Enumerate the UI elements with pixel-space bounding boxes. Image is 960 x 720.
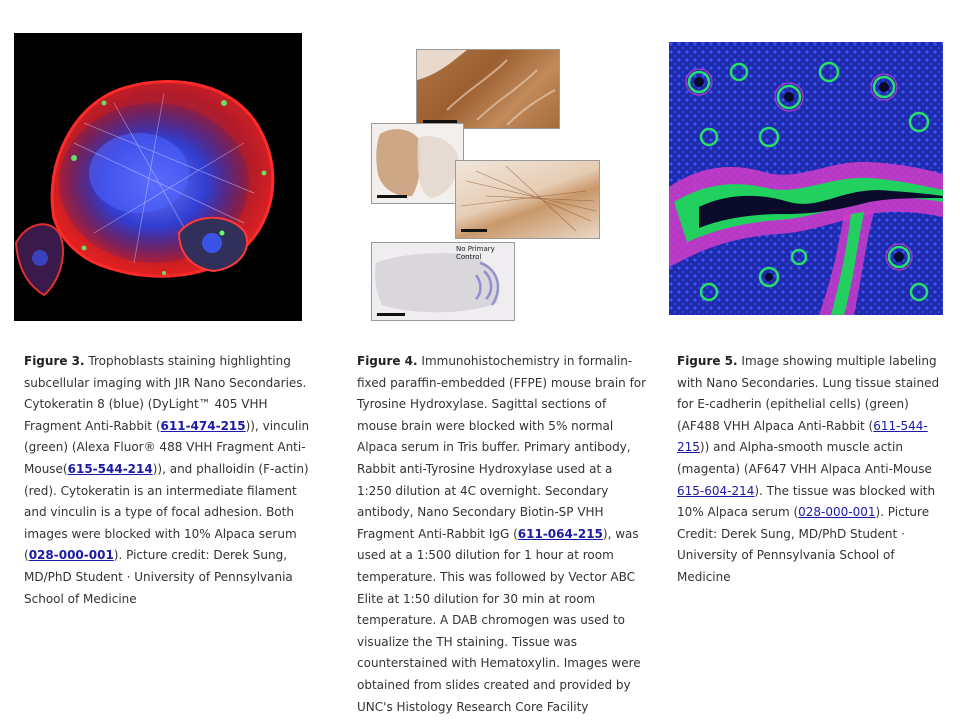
- figure-3-text-2: )), vinculin (green) (Alexa Fluor® 488 VHH Fragment Anti-Mouse(: [24, 418, 310, 476]
- catalog-link-611-544-215[interactable]: 611-544-215: [677, 418, 928, 455]
- ihc-panel-sagittal: [371, 123, 464, 204]
- figure-4-text-1: Immunohistochemistry in formalin-fixed paraffin-embedded (FFPE) mouse brain for Tyrosine Hydroxylase. Sagittal sections of mouse brain were blocked with 5% normal Alpaca serum in Tris buffer. Primary antibody, Rabbit anti-Tyrosine Hydroxylase used at a 1:250 dilution at 4C overnight. Secondary antibody, Nano Secondary Biotin-SP VHH Fragment Anti-Rabbit IgG (: [357, 354, 647, 541]
- figure-4-image: [370, 48, 600, 320]
- figure-5-image: [669, 42, 943, 315]
- no-primary-control-label: No Primary Control: [456, 245, 495, 261]
- figure-3-text-4: ). Picture credit: Derek Sung, MD/PhD Student · University of Pennsylvania School of Medicine: [24, 548, 293, 606]
- figure-3-label: Figure 3.: [24, 354, 85, 368]
- ihc-panel-no-primary: [371, 242, 515, 321]
- figure-3-image: [14, 33, 302, 321]
- figure-4-text-2: ), was used at a 1:500 dilution for 1 hour at room temperature. This was followed by Vector ABC Elite at 1:50 dilution for 30 min at room temperature. A DAB chromogen was used to visualize the TH staining. Tissue was counterstained with Hematoxylin. Images were obtained from slides created and provided by UNC's Histology Research Core Facility: [357, 526, 641, 714]
- figure-5-text-4: ). Picture Credit: Derek Sung, MD/PhD Student · University of Pennsylvania School of Medicine: [677, 505, 930, 584]
- figure-5-label: Figure 5.: [677, 354, 738, 368]
- figure-5-text-3: ). The tissue was blocked with 10% Alpaca serum (: [677, 483, 936, 520]
- figure-5-text-1: Image showing multiple labeling with Nano Secondaries. Lung tissue stained for E-cadherin (epithelial cells) (green) (AF488 VHH Alpaca Anti-Rabbit (: [677, 354, 940, 433]
- ihc-panel-top: [416, 49, 560, 129]
- trophoblast-micrograph: [14, 33, 302, 321]
- figure-5-caption: [677, 351, 942, 589]
- catalog-link-615-604-214[interactable]: 615-604-214: [677, 483, 755, 498]
- catalog-link-611-064-215[interactable]: 611-064-215: [517, 526, 603, 541]
- figure-3-text-3: )), and phalloidin (F-actin) (red). Cytokeratin is an intermediate filament and vinculin is a type of focal adhesion. Both images were blocked with 10% Alpaca serum (: [24, 461, 309, 563]
- catalog-link-028-000-001[interactable]: 028-000-001: [28, 548, 114, 563]
- catalog-link-615-544-214[interactable]: 615-544-214: [67, 461, 153, 476]
- catalog-link-611-474-215[interactable]: 611-474-215: [160, 418, 246, 433]
- figure-3-caption: [24, 351, 314, 610]
- figure-5-text-2: )) and Alpha-smooth muscle actin (magenta) (AF647 VHH Alpaca Anti-Mouse: [677, 440, 932, 476]
- figure-4-caption: [357, 351, 647, 718]
- ihc-panel-fibers: [455, 160, 600, 239]
- figure-4-label: Figure 4.: [357, 354, 418, 368]
- figure-3-text-1: Trophoblasts staining highlighting subcellular imaging with JIR Nano Secondaries. Cytokeratin 8 (blue) (DyLight™ 405 VHH Fragment Anti-Rabbit (: [24, 354, 307, 433]
- catalog-link-028-000-001-fig5[interactable]: 028-000-001: [798, 505, 876, 520]
- lung-tissue-micrograph: [669, 42, 943, 315]
